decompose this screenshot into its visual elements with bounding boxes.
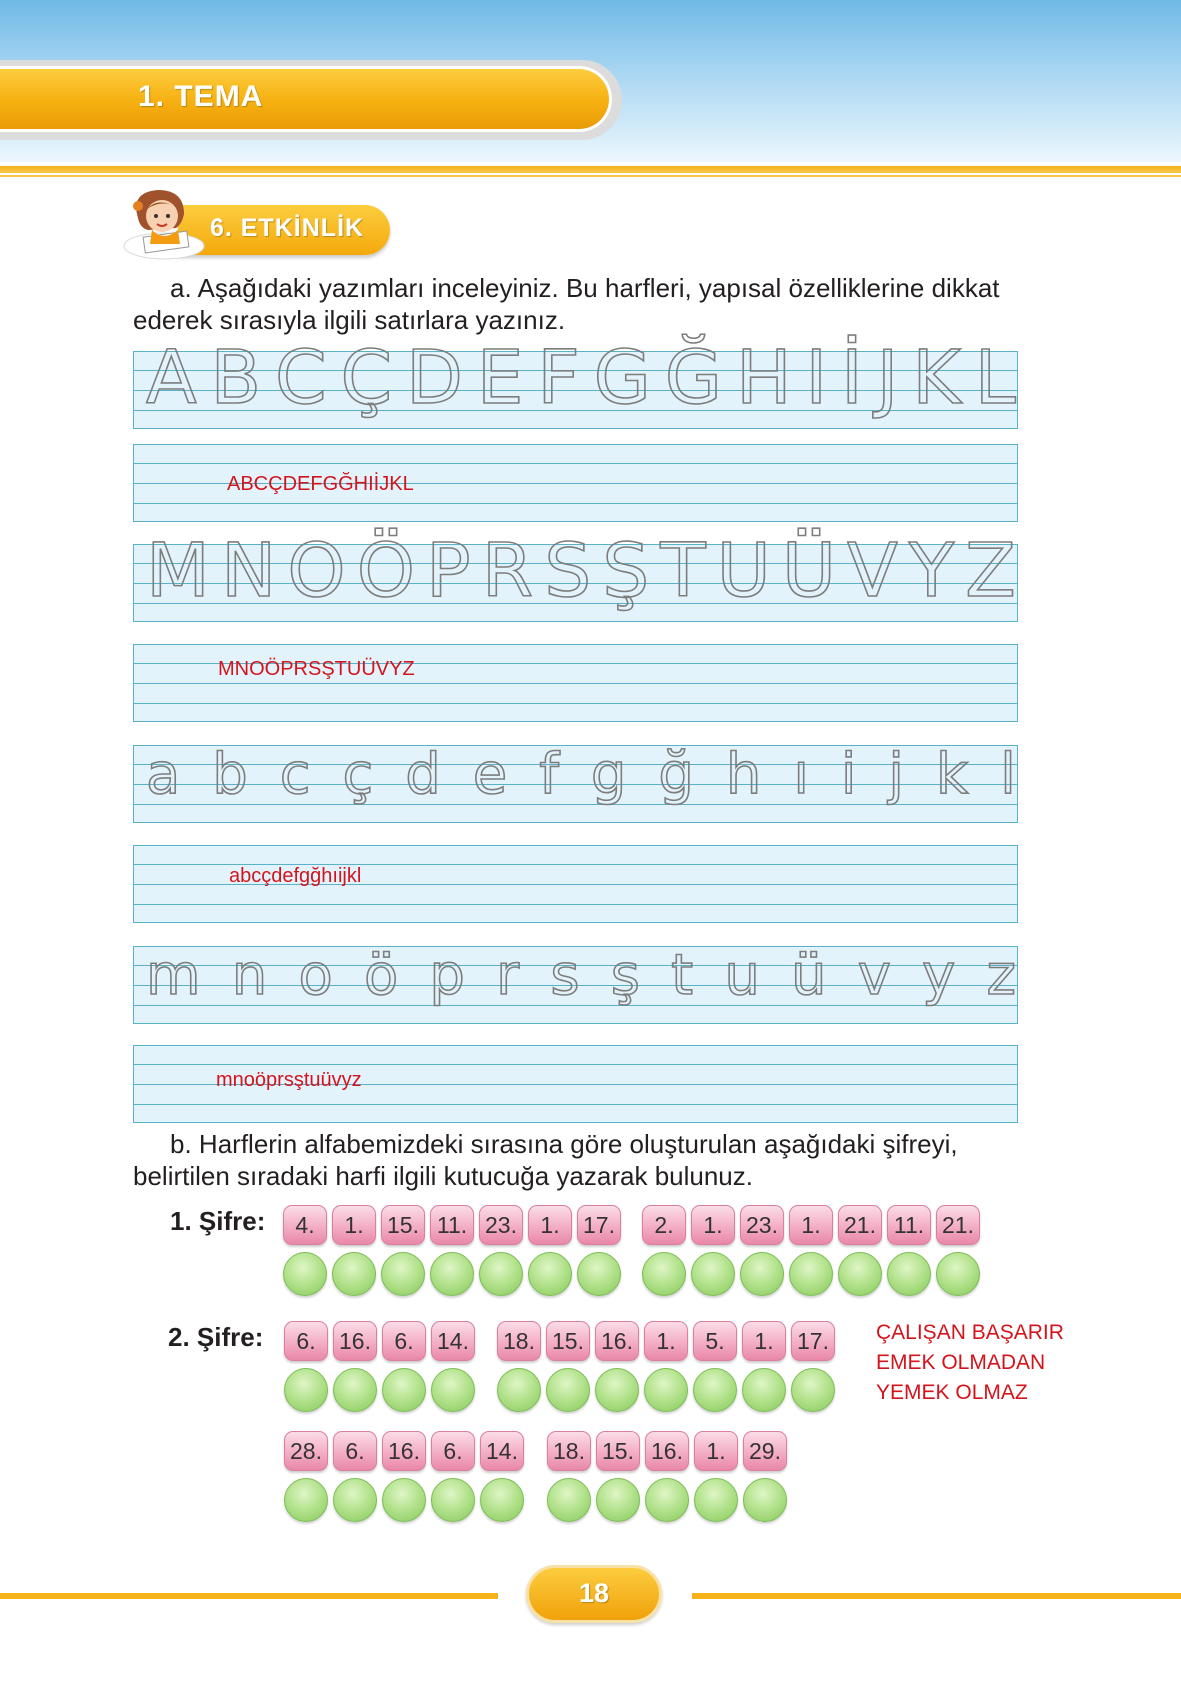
- cipher-cell: [431, 1431, 475, 1522]
- cipher-answer-circle[interactable]: [430, 1252, 474, 1296]
- cipher-answer-circle[interactable]: [644, 1368, 688, 1412]
- guide-letter: f: [539, 742, 559, 807]
- cipher-number-box: 6.: [382, 1321, 426, 1361]
- guide-letter: E: [476, 335, 524, 421]
- cipher-number-box: 16.: [595, 1321, 639, 1361]
- cipher-answer-circle[interactable]: [577, 1252, 621, 1296]
- cipher-number-box: 23.: [479, 1205, 523, 1245]
- guide-letter: Ç: [340, 335, 393, 421]
- guide-letter: ü: [791, 943, 827, 1008]
- cipher-number-box: 11.: [430, 1205, 474, 1245]
- tema-title: 1. TEMA: [138, 80, 264, 113]
- guide-letter: O: [287, 528, 346, 614]
- cipher-cell: [693, 1321, 737, 1412]
- cipher-answer-circle[interactable]: [333, 1478, 377, 1522]
- cipher-cell: [332, 1205, 376, 1296]
- cipher-1-label: 1. Şifre:: [170, 1206, 266, 1236]
- cipher-answer-circle[interactable]: [742, 1368, 786, 1412]
- cipher-cell: [480, 1431, 524, 1522]
- guide-letters-upper-2: [146, 528, 1016, 614]
- cipher-cell: [479, 1205, 523, 1296]
- cipher-answer-circle[interactable]: [333, 1368, 377, 1412]
- guide-letter: R: [481, 528, 534, 614]
- guide-letter: Y: [908, 528, 955, 614]
- part-b-text: Harflerin alfabemizdeki sırasına göre oluşturulan aşağıdaki şifreyi, belirtilen sıradaki harfi ilgili kutucuğa yazarak bulunuz.: [133, 1129, 958, 1191]
- cipher-answer-circle[interactable]: [596, 1478, 640, 1522]
- part-b-label: b.: [170, 1129, 192, 1159]
- guide-letters-lower-2: [146, 943, 1016, 1008]
- guide-letter: T: [660, 528, 706, 614]
- cipher-answer-circle[interactable]: [791, 1368, 835, 1412]
- guide-letter: F: [537, 335, 580, 421]
- answer-lower-2: mnoöprsştuüvyz: [216, 1069, 362, 1091]
- cipher-number-box: 29.: [743, 1431, 787, 1471]
- cipher-answer-circle[interactable]: [789, 1252, 833, 1296]
- cipher-answer-circle[interactable]: [284, 1478, 328, 1522]
- cipher-cell: [547, 1431, 591, 1522]
- part-a-instruction: [133, 272, 1033, 336]
- cipher-cell: [791, 1321, 835, 1412]
- cipher-number-box: 16.: [645, 1431, 689, 1471]
- cipher-answer-circle[interactable]: [284, 1368, 328, 1412]
- guide-letter: h: [725, 742, 762, 807]
- cipher-number-box: 17.: [791, 1321, 835, 1361]
- cipher-answer-circle[interactable]: [694, 1478, 738, 1522]
- guide-letter: Ğ: [664, 335, 723, 421]
- guide-letter: u: [724, 943, 760, 1008]
- part-b-instruction: [133, 1128, 1033, 1192]
- cipher-answer-circle[interactable]: [382, 1478, 426, 1522]
- guide-letter: Ö: [356, 528, 415, 614]
- guide-letter: J: [876, 335, 899, 421]
- guide-letter: M: [146, 528, 210, 614]
- cipher-number-box: 15.: [596, 1431, 640, 1471]
- cipher-answer-circle[interactable]: [547, 1478, 591, 1522]
- cipher-number-box: 16.: [333, 1321, 377, 1361]
- guide-letter: ğ: [658, 742, 694, 807]
- footer-rule-right: [692, 1593, 1181, 1599]
- cipher-answer-line: ÇALIŞAN BAŞARIR: [876, 1321, 1064, 1344]
- guide-letter: ı: [793, 742, 809, 807]
- cipher-number-box: 18.: [497, 1321, 541, 1361]
- part-a-label: a.: [170, 273, 192, 303]
- guide-letter: m: [146, 943, 201, 1008]
- guide-letter: N: [220, 528, 277, 614]
- cipher-cell: [642, 1205, 686, 1296]
- cipher-number-box: 2.: [642, 1205, 686, 1245]
- cipher-cell: [382, 1431, 426, 1522]
- cipher-cell: [382, 1321, 426, 1412]
- cipher-cell: [740, 1205, 784, 1296]
- cipher-number-box: 11.: [887, 1205, 931, 1245]
- cipher-answer-circle[interactable]: [497, 1368, 541, 1412]
- guide-letter: C: [275, 335, 327, 421]
- guide-letter: L: [974, 335, 1016, 421]
- guide-letter: v: [857, 943, 891, 1008]
- cipher-number-box: 17.: [577, 1205, 621, 1245]
- guide-letter: z: [986, 943, 1016, 1008]
- cipher-cell: [645, 1431, 689, 1522]
- cipher-answer-circle[interactable]: [546, 1368, 590, 1412]
- cipher-number-box: 1.: [789, 1205, 833, 1245]
- guide-letter: o: [298, 943, 333, 1008]
- cipher-answer-circle[interactable]: [691, 1252, 735, 1296]
- cipher-number-box: 23.: [740, 1205, 784, 1245]
- guide-letter: l: [1000, 742, 1016, 807]
- cipher-cell: [887, 1205, 931, 1296]
- guide-letter: d: [405, 742, 441, 807]
- guide-letter: G: [593, 335, 651, 421]
- cipher-cell: [694, 1431, 738, 1522]
- guide-letter: k: [935, 742, 969, 807]
- cipher-cell: [742, 1321, 786, 1412]
- cipher-number-box: 16.: [382, 1431, 426, 1471]
- cipher-answer-circle[interactable]: [838, 1252, 882, 1296]
- guide-letter: g: [590, 742, 627, 807]
- guide-letter: s: [550, 943, 580, 1008]
- guide-letter: İ: [841, 335, 863, 421]
- cipher-cell: [284, 1431, 328, 1522]
- cipher-cell: [430, 1205, 474, 1296]
- guide-letter: B: [210, 335, 262, 421]
- footer-rule-left: [0, 1593, 498, 1599]
- cipher-cell: [283, 1205, 327, 1296]
- cipher-answer-circle[interactable]: [480, 1478, 524, 1522]
- cipher-number-box: 14.: [480, 1431, 524, 1471]
- guide-letter: K: [912, 335, 961, 421]
- guide-letter: U: [716, 528, 771, 614]
- cipher-answer-circle[interactable]: [382, 1368, 426, 1412]
- guide-letter: D: [405, 335, 463, 421]
- cipher-cell: [577, 1205, 621, 1296]
- cipher-number-box: 6.: [431, 1431, 475, 1471]
- cipher-cell: [546, 1321, 590, 1412]
- guide-letter: r: [496, 943, 520, 1008]
- tema-tab: [0, 66, 612, 132]
- cipher-answer-circle[interactable]: [743, 1478, 787, 1522]
- cipher-number-box: 5.: [693, 1321, 737, 1361]
- cipher-answer-circle[interactable]: [528, 1252, 572, 1296]
- guide-letter: P: [426, 528, 471, 614]
- cipher-answer-circle[interactable]: [479, 1252, 523, 1296]
- cipher-cell: [528, 1205, 572, 1296]
- cipher-answer-circle[interactable]: [431, 1478, 475, 1522]
- guide-letter: V: [847, 528, 898, 614]
- guide-letter: a: [146, 742, 181, 807]
- guide-letter: ç: [342, 742, 374, 807]
- cipher-cell: [284, 1321, 328, 1412]
- cipher-number-box: 15.: [381, 1205, 425, 1245]
- cipher-number-box: 1.: [694, 1431, 738, 1471]
- cipher-answer-circle[interactable]: [887, 1252, 931, 1296]
- cipher-cell: [333, 1431, 377, 1522]
- guide-letter: y: [922, 943, 956, 1008]
- cipher-cell: [595, 1321, 639, 1412]
- cipher-cell: [789, 1205, 833, 1296]
- cipher-answer-circle[interactable]: [740, 1252, 784, 1296]
- girl-reading-illustration: [118, 184, 214, 264]
- cipher-answer-circle[interactable]: [431, 1368, 475, 1412]
- page-number: 18: [578, 1578, 610, 1608]
- guide-letter: Ş: [602, 528, 650, 614]
- answer-upper-2: MNOÖPRSŞTUÜVYZ: [218, 658, 415, 680]
- cipher-number-box: 18.: [547, 1431, 591, 1471]
- cipher-number-box: 1.: [332, 1205, 376, 1245]
- cipher-number-box: 15.: [546, 1321, 590, 1361]
- guide-letter: ş: [610, 943, 640, 1008]
- guide-letters-lower-1: [146, 742, 1016, 807]
- guide-letter: e: [472, 742, 508, 807]
- cipher-answer-line: YEMEK OLMAZ: [876, 1381, 1028, 1404]
- answer-upper-1: ABCÇDEFGĞHIİJKL: [227, 473, 414, 495]
- guide-letter: c: [279, 742, 311, 807]
- guide-letter: H: [735, 335, 792, 421]
- cipher-cell: [431, 1321, 475, 1412]
- guide-letter: Ü: [781, 528, 837, 614]
- cipher-cell: [596, 1431, 640, 1522]
- header-rule: [0, 166, 1181, 173]
- cipher-answer-line: EMEK OLMADAN: [876, 1351, 1046, 1374]
- header-rule-thin: [0, 175, 1181, 177]
- guide-letter: p: [429, 943, 465, 1008]
- cipher-number-box: 1.: [528, 1205, 572, 1245]
- guide-letter: ö: [363, 943, 399, 1008]
- cipher-cell: [497, 1321, 541, 1412]
- cipher-answer-circle[interactable]: [332, 1252, 376, 1296]
- cipher-cell: [644, 1321, 688, 1412]
- cipher-number-box: 6.: [333, 1431, 377, 1471]
- cipher-number-box: 28.: [284, 1431, 328, 1471]
- cipher-number-box: 4.: [283, 1205, 327, 1245]
- cipher-cell: [333, 1321, 377, 1412]
- answer-lower-1: abcçdefgğhıijkl: [229, 865, 362, 887]
- activity-title: 6. ETKİNLİK: [210, 214, 365, 242]
- guide-letter: t: [671, 943, 694, 1008]
- cipher-cell: [743, 1431, 787, 1522]
- cipher-answer-circle[interactable]: [645, 1478, 689, 1522]
- guide-letters-upper-1: [146, 335, 1016, 421]
- cipher-2-label: 2. Şifre:: [168, 1322, 264, 1352]
- part-a-text: Aşağıdaki yazımları inceleyiniz. Bu harfleri, yapısal özelliklerine dikkat ederek sırasıyla ilgili satırlara yazınız.: [133, 273, 1000, 335]
- cipher-answer-circle[interactable]: [595, 1368, 639, 1412]
- writing-line-upper-2[interactable]: [133, 644, 1018, 722]
- cipher-cell: [838, 1205, 882, 1296]
- guide-letter: i: [840, 742, 857, 807]
- guide-letter: I: [805, 335, 828, 421]
- cipher-cell: [936, 1205, 980, 1296]
- guide-letter: n: [231, 943, 268, 1008]
- guide-letter: b: [212, 742, 248, 807]
- cipher-answer-circle[interactable]: [936, 1252, 980, 1296]
- cipher-answer-circle[interactable]: [693, 1368, 737, 1412]
- cipher-number-box: 14.: [431, 1321, 475, 1361]
- guide-letter: A: [146, 335, 197, 421]
- guide-letter: S: [544, 528, 592, 614]
- guide-letter: Z: [965, 528, 1016, 614]
- cipher-answer-circle[interactable]: [642, 1252, 686, 1296]
- cipher-cell: [381, 1205, 425, 1296]
- cipher-answer: [876, 1318, 1064, 1408]
- cipher-answer-circle[interactable]: [381, 1252, 425, 1296]
- cipher-cell: [691, 1205, 735, 1296]
- cipher-number-box: 1.: [691, 1205, 735, 1245]
- cipher-number-box: 21.: [838, 1205, 882, 1245]
- cipher-number-box: 1.: [644, 1321, 688, 1361]
- cipher-number-box: 6.: [284, 1321, 328, 1361]
- cipher-number-box: 1.: [742, 1321, 786, 1361]
- cipher-number-box: 21.: [936, 1205, 980, 1245]
- cipher-answer-circle[interactable]: [283, 1252, 327, 1296]
- guide-letter: j: [888, 742, 904, 807]
